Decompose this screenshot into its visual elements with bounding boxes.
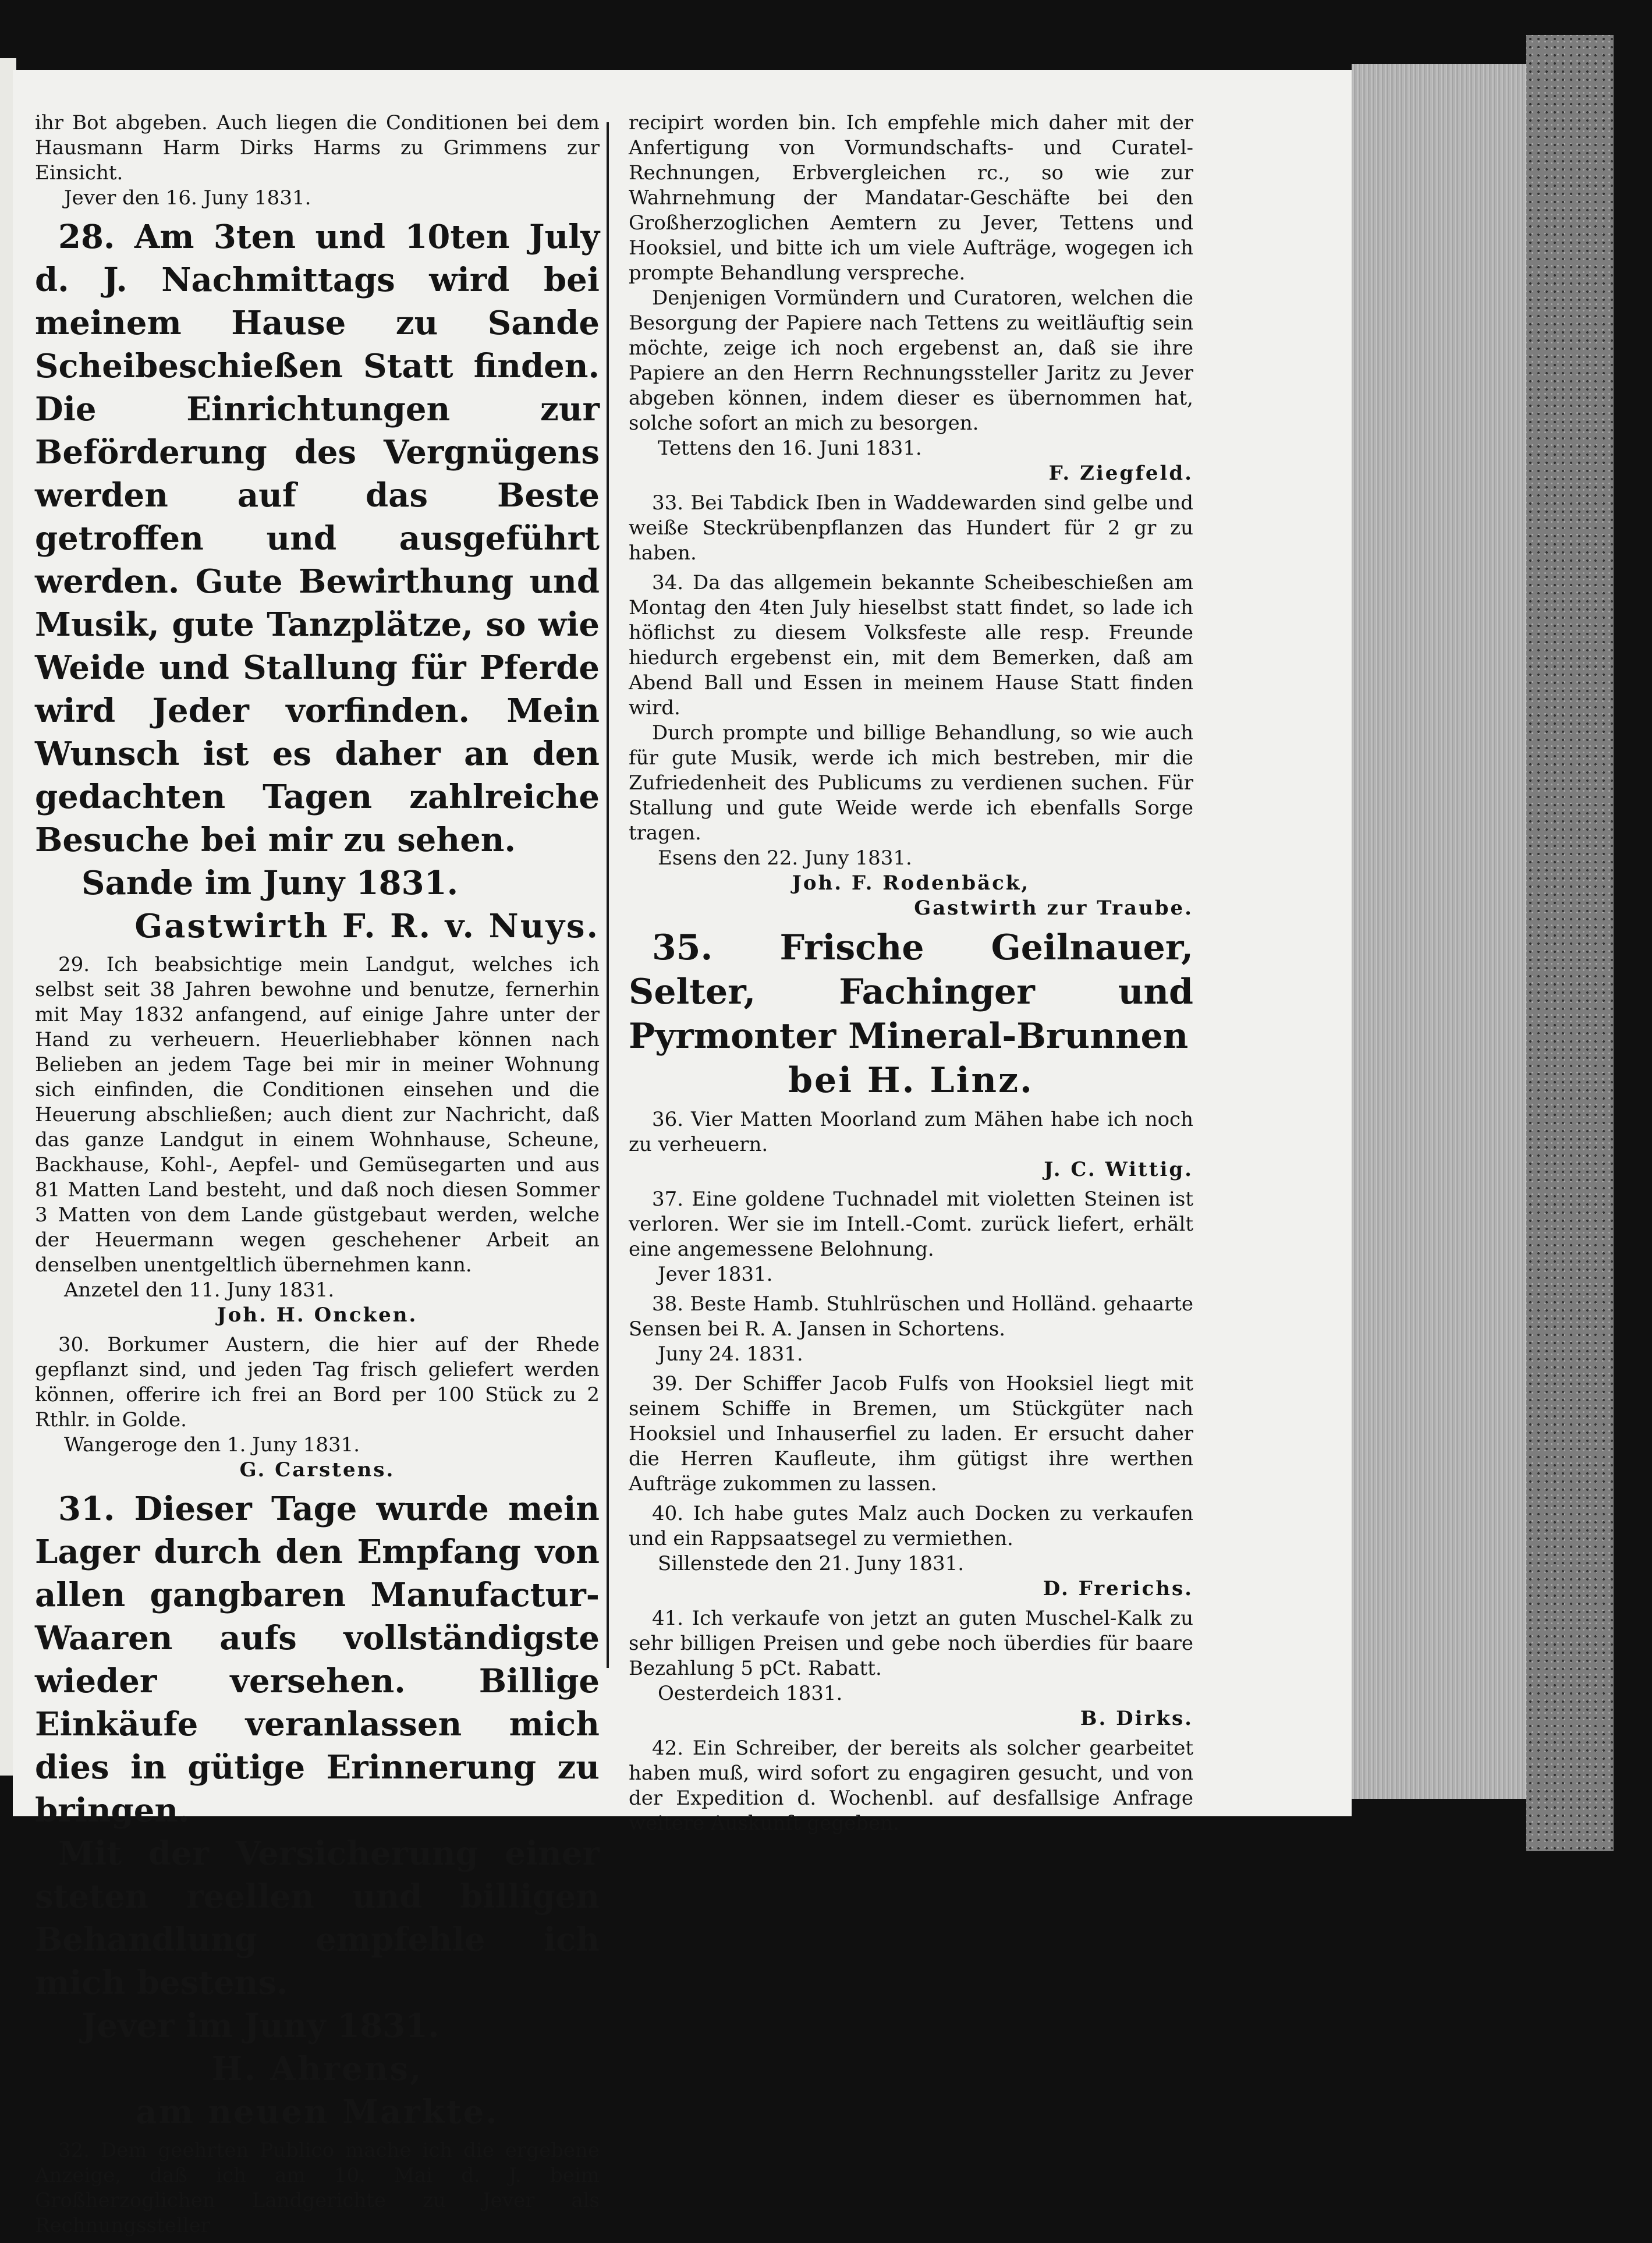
ad-signature: B. Dirks. bbox=[1080, 1707, 1193, 1730]
ad-32-continuation bbox=[629, 111, 1193, 486]
ad-text: 40. Ich habe gutes Malz auch Docken zu verkaufen und ein Rappsaatsegel zu vermiethen. bbox=[629, 1502, 1193, 1550]
ad-38 bbox=[629, 1292, 1193, 1367]
ad-42 bbox=[629, 1736, 1193, 1836]
ad-date: Tettens den 16. Juni 1831. bbox=[658, 437, 922, 460]
ad-signature: F. Ziegfeld. bbox=[1048, 462, 1193, 485]
ad-date: Oesterdeich 1831. bbox=[658, 1682, 843, 1705]
ad-text: 34. Da das allgemein bekannte Scheibeschießen am Montag den 4ten July hieselbst statt findet, so lade ich höflichst zu diesem Volksfeste alle resp. Freunde hiedurch ergebenst ein, mit dem Bemerken, daß am Abend Ball und Essen in meinem Hause Statt finden wird. bbox=[629, 571, 1193, 720]
book-cover-edge bbox=[1526, 35, 1614, 1851]
ad-date: Jever 1831. bbox=[658, 1263, 773, 1286]
ad-32 bbox=[35, 2138, 600, 2238]
ad-text: 32. Dem geehrten Publico mache ich die ergebene Anzeige, daß ich am 10. Mai d. J. beim Großherzoglichen Landgerichte zu Jever als Rechnungssteller bbox=[35, 2139, 600, 2237]
ad-text: 39. Der Schiffer Jacob Fulfs von Hooksiel liegt mit seinem Schiffe in Bremen, um Stückgüter nach Hooksiel und Inhauserfiel zu laden. Er ersucht daher die Herren Kaufleute, ihm gütigst ihre werthen Aufträge zukommen zu lassen. bbox=[629, 1372, 1193, 1496]
ad-date: Sande im Juny 1831. bbox=[81, 864, 459, 902]
ad-text: 29. Ich beabsichtige mein Landgut, welches ich selbst seit 38 Jahren bewohne und benutze, fernerhin mit May 1832 anfangend, auf einige Jahre unter der Hand zu verheuern. Heuerliebhaber können nach Belieben an jedem Tage bei mir in meiner Wohnung sich einfinden, die Conditionen einsehen und die Heuerung abschließen; auch dient zur Nachricht, daß das ganze Landgut in einem Wohnhause, Scheune, Backhause, Kohl-, Aepfel- und Gemüsegarten und aus 81 Matten Land besteht, und daß noch diesen Sommer 3 Matten von dem Lande güstgebaut werden, welche der Heuermann wegen geschehener Arbeit an denselben unentgeltlich übernehmen kann. bbox=[35, 953, 600, 1277]
ad-text-2: Mit der Versicherung einer steten reellen und billigen Behandlung empfehle ich mich bestens. bbox=[35, 1834, 600, 2002]
ad-text: recipirt worden bin. Ich empfehle mich daher mit der Anfertigung von Vormundschafts- und Curatel-Rechnungen, Erbvergleichen rc., so wie zur Wahrnehmung der Mandatar-Geschäfte bei den Großherzoglichen Aemtern zu Jever, Tettens und Hooksiel, und bitte ich um viele Aufträge, wogegen ich prompte Behandlung verspreche. bbox=[629, 111, 1193, 285]
ad-signature: H. Ahrens, bbox=[211, 2050, 423, 2088]
ad-text: 38. Beste Hamb. Stuhlrüschen und Holländ. gehaarte Sensen bei R. A. Jansen in Schortens. bbox=[629, 1292, 1193, 1341]
ad-signature: Joh. F. Rodenbäck, bbox=[792, 871, 1030, 895]
ad-text: ihr Bot abgeben. Auch liegen die Conditionen bei dem Hausmann Harm Dirks Harms zu Grimmens zur Einsicht. bbox=[35, 111, 600, 185]
ad-text: 28. Am 3ten und 10ten July d. J. Nachmittags wird bei meinem Hause zu Sande Scheibeschießen Statt finden. Die Einrichtungen zur Beförderung des Vergnügens werden auf das Beste getroffen und ausgeführt werden. Gute Bewirthung und Musik, gute Tanzplätze, so wie Weide und Stallung für Pferde wird Jeder vorfinden. Mein Wunsch ist es daher an den gedachten Tagen zahlreiche Besuche bei mir zu sehen. bbox=[35, 218, 600, 859]
ad-text: 36. Vier Matten Moorland zum Mähen habe ich noch zu verheuern. bbox=[629, 1108, 1193, 1156]
ad-signature-2: am neuen Markte. bbox=[136, 2093, 499, 2131]
ad-signature: D. Frerichs. bbox=[1043, 1577, 1193, 1600]
ad-text: 31. Dieser Tage wurde mein Lager durch den Empfang von allen gangbaren Manufactur-Waaren aufs vollständigste wieder versehen. Billige Einkäufe veranlassen mich dies in gütige Erinnerung zu bringen. bbox=[35, 1490, 600, 1830]
ad-text: 37. Eine goldene Tuchnadel mit violetten Steinen ist verloren. Wer sie im Intell.-Comt. zurück liefert, erhält eine angemessene Belohnung. bbox=[629, 1188, 1193, 1261]
ad-text: 30. Borkumer Austern, die hier auf der Rhede gepflanzt sind, und jeden Tag frisch geliefert werden können, offerire ich frei an Bord per 100 Stück zu 2 Rthlr. in Golde. bbox=[35, 1333, 600, 1431]
ad-34 bbox=[629, 571, 1193, 921]
left-column bbox=[35, 111, 600, 2243]
ad-date: Juny 24. 1831. bbox=[658, 1342, 803, 1366]
ad-35 bbox=[629, 926, 1193, 1103]
ad-36 bbox=[629, 1107, 1193, 1182]
ad-date: Sillenstede den 21. Juny 1831. bbox=[658, 1552, 965, 1575]
ad-date: Anzetel den 11. Juny 1831. bbox=[64, 1278, 335, 1302]
page-stack-edge bbox=[1352, 64, 1526, 1799]
ad-31 bbox=[35, 1487, 600, 2134]
ad-text-2: Denjenigen Vormündern und Curatoren, welchen die Besorgung der Papiere nach Tettens zu weitläuftig sein möchte, zeige ich noch ergebenst an, daß sie ihre Papiere an den Herrn Rechnungssteller Jaritz zu Jever abgeben können, indem dieser es übernommen hat, solche sofort an mich zu besorgen. bbox=[629, 286, 1193, 435]
ad-41 bbox=[629, 1606, 1193, 1731]
ad-date: Esens den 22. Juny 1831. bbox=[658, 846, 912, 870]
column-divider bbox=[607, 122, 609, 1668]
ad-date: Wangeroge den 1. Juny 1831. bbox=[64, 1433, 360, 1457]
ad-signature-2: Gastwirth zur Traube. bbox=[914, 897, 1193, 920]
ad-40 bbox=[629, 1501, 1193, 1601]
ad-39 bbox=[629, 1372, 1193, 1497]
ad-signature: G. Carstens. bbox=[239, 1458, 395, 1482]
ad-date: Jever den 16. Juny 1831. bbox=[64, 186, 311, 210]
ad-text-2: Durch prompte und billige Behandlung, so wie auch für gute Musik, werde ich mich bestreben, mir die Zufriedenheit des Publicums zu verdienen suchen. Für Stallung und gute Weide werde ich ebenfalls Sorge tragen. bbox=[629, 721, 1193, 845]
ad-signature: bei H. Linz. bbox=[788, 1060, 1034, 1101]
ad-text: 41. Ich verkaufe von jetzt an guten Muschel-Kalk zu sehr billigen Preisen und gebe noch überdies für baare Bezahlung 5 pCt. Rabatt. bbox=[629, 1607, 1193, 1680]
ad-signature: Gastwirth F. R. v. Nuys. bbox=[134, 907, 600, 945]
ad-29 bbox=[35, 952, 600, 1328]
ad-30 bbox=[35, 1333, 600, 1483]
ad-continuation bbox=[35, 111, 600, 211]
ad-33 bbox=[629, 491, 1193, 566]
ad-text: 42. Ein Schreiber, der bereits als solcher gearbeitet haben muß, wird sofort zu engagiren gesucht, und von der Expedition d. Wochenbl. auf desfallsige Anfrage weitere Auskunft gegeben. bbox=[629, 1737, 1193, 1835]
ad-date: Jever im Juny 1831. bbox=[81, 2007, 439, 2045]
ad-text: 35. Frische Geilnauer, Selter, Fachinger und Pyrmonter Mineral-Brunnen bbox=[629, 927, 1193, 1057]
ad-28 bbox=[35, 215, 600, 948]
right-column bbox=[629, 111, 1193, 1841]
ad-signature: Joh. H. Oncken. bbox=[217, 1303, 418, 1327]
ad-text: 33. Bei Tabdick Iben in Waddewarden sind gelbe und weiße Steckrübenpflanzen das Hundert für 2 gr zu haben. bbox=[629, 491, 1193, 565]
ad-37 bbox=[629, 1187, 1193, 1287]
ad-signature: J. C. Wittig. bbox=[1044, 1158, 1193, 1181]
